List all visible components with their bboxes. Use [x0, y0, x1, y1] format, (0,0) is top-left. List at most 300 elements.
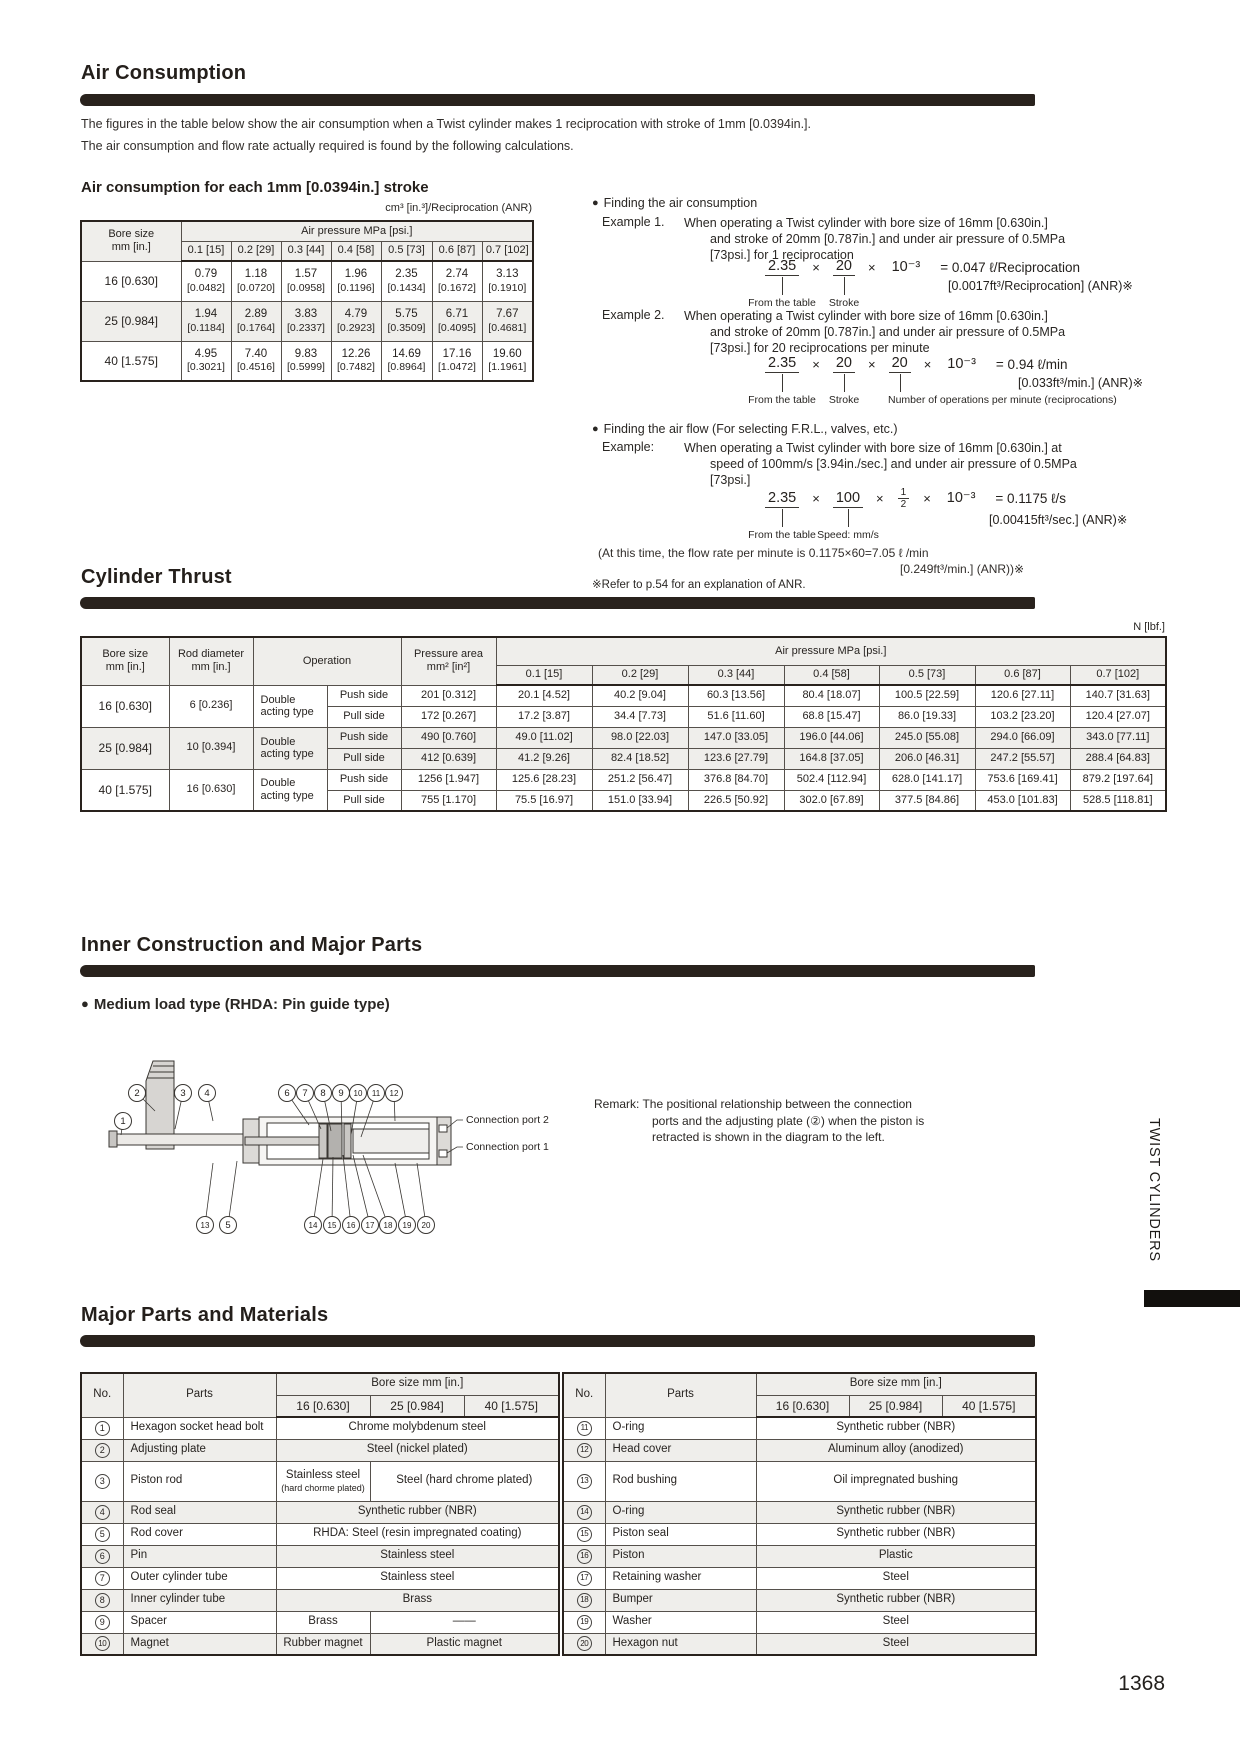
flow-example: [602, 440, 1077, 489]
bore-column-header: 25 [0.984]: [849, 1395, 942, 1417]
parts-table-row: [81, 1589, 559, 1611]
material-cell: Oil impregnated bushing: [756, 1461, 1036, 1501]
thrust-value-cell: 82.4 [18.52]: [592, 748, 688, 769]
cell-line: 1.96: [344, 268, 368, 281]
circled-number: 11: [577, 1421, 592, 1436]
callout-number: 7: [302, 1088, 308, 1100]
side-cell: Pull side: [327, 790, 401, 811]
thrust-unit-note: N [lbf.]: [1133, 621, 1165, 633]
section-bar: [80, 1335, 1035, 1347]
pressure-area-cell: 201 [0.312]: [401, 685, 496, 706]
thrust-value-cell: 206.0 [46.31]: [879, 748, 975, 769]
part-name-cell: Spacer: [123, 1611, 276, 1633]
air-value-cell: [331, 341, 381, 381]
material-cell: ——: [370, 1611, 559, 1633]
formula-term: 20: [833, 258, 855, 276]
cell-line: [1.1961]: [488, 361, 527, 374]
air-value-cell: [482, 341, 533, 381]
cylinder-cross-section: [109, 1061, 463, 1165]
bore-size-header: Bore size mm [in.]: [276, 1373, 559, 1395]
major-parts-title: Major Parts and Materials: [81, 1304, 329, 1326]
material-cell: Steel: [756, 1633, 1036, 1655]
material-cell: Synthetic rubber (NBR): [756, 1523, 1036, 1545]
pressure-column-header: 0.4 [58]: [331, 241, 381, 261]
callout-number: 9: [338, 1088, 344, 1100]
thrust-value-cell: 68.8 [15.47]: [784, 706, 879, 727]
callout-number: 20: [421, 1221, 431, 1231]
bore-column-header: 16 [0.630]: [276, 1395, 370, 1417]
bore-size-cell: 40 [1.575]: [81, 341, 181, 381]
air-value-cell: [181, 301, 231, 341]
cell-line: mm [in.]: [191, 661, 231, 674]
part-number-cell: [81, 1417, 123, 1439]
parts-header: Parts: [605, 1373, 756, 1417]
thrust-value-cell: 103.2 [23.20]: [975, 706, 1070, 727]
circled-number: 19: [577, 1615, 592, 1630]
callout-leader-line: [205, 1163, 213, 1225]
rod-diameter-cell: 10 [0.394]: [169, 727, 253, 769]
thrust-value-cell: 628.0 [141.17]: [879, 769, 975, 790]
parts-table-row: [563, 1439, 1036, 1461]
formula-term: 10⁻³: [891, 258, 921, 275]
formula-row: [765, 258, 1133, 276]
pressure-area-cell: 172 [0.267]: [401, 706, 496, 727]
finding-air-flow-heading: ● Finding the air flow (For selecting F.R.L., valves, etc.): [592, 422, 898, 436]
material-cell: Steel (hard chrome plated): [370, 1461, 559, 1501]
cell-line: 7.67: [496, 307, 519, 320]
air-value-cell: [482, 261, 533, 301]
thrust-value-cell: 60.3 [13.56]: [688, 685, 784, 706]
cell-line: 3.83: [294, 307, 318, 320]
example-body: When operating a Twist cylinder with bore size of 16mm [0.630in.] and stroke of 20mm [0.787in.] and under air pressure of 0.5MPa [73psi.] for 1 reciprocation: [684, 216, 1066, 263]
formula-leader-tick: [844, 277, 845, 295]
inner-construction-diagram: [95, 1053, 585, 1258]
bore-column-header: 40 [1.575]: [942, 1395, 1036, 1417]
parts-table-row: [563, 1461, 1036, 1501]
formula-term-label: Stroke: [828, 297, 860, 309]
callout-number: 19: [402, 1221, 412, 1231]
cell-line: [0.3021]: [187, 361, 225, 374]
pressure-column-header: 0.6 [87]: [432, 241, 482, 261]
formula-term-label: Stroke: [828, 394, 860, 406]
circled-number: 18: [577, 1593, 592, 1608]
cell-line: mm² [in²]: [426, 661, 471, 674]
material-cell: Aluminum alloy (anodized): [756, 1439, 1036, 1461]
operation-cell: [253, 769, 327, 811]
cell-line: [0.1672]: [438, 281, 476, 294]
cell-line: 9.83: [294, 347, 318, 360]
cell-line: [0.1184]: [187, 321, 225, 334]
fraction: [898, 487, 910, 510]
cell-line: 2.89: [244, 307, 268, 320]
rod-diameter-cell: 16 [0.630]: [169, 769, 253, 811]
cell-line: 6.71: [445, 307, 469, 320]
circled-number: 16: [577, 1549, 592, 1564]
air-value-cell: [482, 301, 533, 341]
cell-line: (hard chorme plated): [281, 1482, 365, 1493]
thrust-value-cell: 80.4 [18.07]: [784, 685, 879, 706]
callout-number: 17: [365, 1221, 375, 1231]
formula-term: 10⁻³: [947, 355, 976, 372]
part-number-cell: [81, 1461, 123, 1501]
part-name-cell: O-ring: [605, 1501, 756, 1523]
finding-air-consumption-heading: ● Finding the air consumption: [592, 196, 757, 210]
air-value-cell: [231, 301, 281, 341]
material-cell: Brass: [276, 1589, 559, 1611]
parts-table-row: [563, 1567, 1036, 1589]
pressure-column-header: 0.7 [102]: [1070, 665, 1166, 685]
cell-line: 1.57: [294, 268, 318, 281]
parts-table-row: [563, 1417, 1036, 1439]
thrust-value-cell: 120.6 [27.11]: [975, 685, 1070, 706]
cell-line: Double: [260, 693, 296, 706]
major-parts-table-right: [562, 1372, 1037, 1656]
operation-cell: [253, 727, 327, 769]
formula-term: 2.35: [765, 258, 799, 276]
multiply-icon: ×: [812, 491, 820, 506]
part-name-cell: Magnet: [123, 1633, 276, 1655]
part-name-cell: Hexagon socket head bolt: [123, 1417, 276, 1439]
callout-number: 14: [308, 1221, 318, 1231]
cell-line: mm [in.]: [105, 661, 145, 674]
formula-term: 20: [833, 355, 855, 373]
multiply-icon: ×: [923, 491, 931, 506]
bore-size-cell: 25 [0.984]: [81, 301, 181, 341]
parts-table-row: [563, 1633, 1036, 1655]
intro-line: The air consumption and flow rate actually required is found by the following calculations.: [81, 139, 574, 153]
thrust-value-cell: 376.8 [84.70]: [688, 769, 784, 790]
example-1: [602, 215, 1065, 264]
bore-size-corner-header: [81, 221, 181, 261]
circled-number: 2: [95, 1443, 110, 1458]
pressure-column-header: 0.3 [44]: [688, 665, 784, 685]
part-number-cell: [563, 1611, 605, 1633]
circled-number: 15: [577, 1527, 592, 1542]
part-number-cell: [563, 1523, 605, 1545]
formula-term: 2.35: [765, 490, 799, 508]
formula-term: 2.35: [765, 355, 799, 373]
anr-reference-note: ※Refer to p.54 for an explanation of ANR.: [592, 579, 806, 591]
cell-line: [0.0720]: [237, 281, 275, 294]
thrust-value-cell: 51.6 [11.60]: [688, 706, 784, 727]
cell-line: 5.75: [395, 307, 418, 320]
cell-line: 2.35: [395, 268, 418, 281]
part-number-cell: [81, 1501, 123, 1523]
material-cell: Rubber magnet: [276, 1633, 370, 1655]
side-tab-label: TWIST CYLINDERS: [1146, 1118, 1162, 1262]
cell-line: Rod diameter: [177, 648, 245, 661]
section-bar: [80, 597, 1035, 609]
circled-number: 13: [577, 1474, 592, 1489]
thrust-value-cell: 34.4 [7.73]: [592, 706, 688, 727]
pressure-area-cell: 412 [0.639]: [401, 748, 496, 769]
side-cell: Pull side: [327, 706, 401, 727]
example-body: When operating a Twist cylinder with bore size of 16mm [0.630in.] at speed of 100mm/s [3.94in./sec.] and under air pressure of 0.5MPa [73psi.]: [684, 441, 1077, 488]
example-label: Example 2.: [602, 308, 665, 322]
parts-table-row: [563, 1589, 1036, 1611]
thrust-value-cell: 123.6 [27.79]: [688, 748, 784, 769]
bullet-icon: [592, 196, 604, 210]
air-table-row: [81, 341, 533, 381]
bullet-icon: [592, 422, 604, 436]
pressure-column-header: 0.5 [73]: [381, 241, 432, 261]
part-name-cell: Adjusting plate: [123, 1439, 276, 1461]
circled-number: 4: [95, 1505, 110, 1520]
air-pressure-header: Air pressure MPa [psi.]: [496, 637, 1166, 665]
medium-load-type-heading: ● Medium load type (RHDA: Pin guide type): [81, 996, 390, 1013]
formula-term: 20: [889, 355, 911, 373]
parts-table-row: [81, 1461, 559, 1501]
example-body: When operating a Twist cylinder with bore size of 16mm [0.630in.] and stroke of 20mm [0.787in.] and under air pressure of 0.5MPa [73psi.] for 20 reciprocations per minute: [684, 309, 1066, 356]
cell-line: 4.95: [194, 347, 218, 360]
material-cell: Brass: [276, 1611, 370, 1633]
cell-line: [1.0472]: [438, 361, 476, 374]
part-name-cell: O-ring: [605, 1417, 756, 1439]
cell-line: [0.0958]: [287, 281, 325, 294]
bore-column-header: 40 [1.575]: [464, 1395, 559, 1417]
no-header: No.: [81, 1373, 123, 1417]
cell-line: [0.2923]: [337, 321, 375, 334]
section-bar: [80, 965, 1035, 977]
cell-line: 1.94: [194, 307, 218, 320]
side-cell: Push side: [327, 685, 401, 706]
air-value-cell: [331, 261, 381, 301]
thrust-value-cell: 343.0 [77.11]: [1070, 727, 1166, 748]
part-number-cell: [563, 1417, 605, 1439]
air-consumption-title: Air Consumption: [81, 62, 247, 84]
part-number-cell: [563, 1545, 605, 1567]
pressure-column-header: 0.5 [73]: [879, 665, 975, 685]
parts-table-row: [563, 1545, 1036, 1567]
pressure-column-header: 0.2 [29]: [231, 241, 281, 261]
cell-line: acting type: [260, 748, 314, 760]
flow-rate-note-bracket: [0.249ft³/min.] (ANR))※: [900, 562, 1025, 576]
thrust-value-cell: 17.2 [3.87]: [496, 706, 592, 727]
callout-number: 1: [120, 1116, 126, 1128]
multiply-icon: ×: [812, 259, 820, 275]
formula-term-label: From the table: [748, 297, 816, 309]
bore-size-cell: 25 [0.984]: [81, 727, 169, 769]
air-value-cell: [231, 341, 281, 381]
cell-line: 0.79: [194, 268, 218, 281]
formula-term: 10⁻³: [946, 490, 976, 506]
cell-line: [0.8964]: [387, 361, 426, 374]
remark-text: Remark: The positional relationship between the connection ports and the adjusting plate (②) when the piston is retracted is shown in the diagram to the left.: [594, 1097, 925, 1144]
material-cell: [276, 1461, 370, 1501]
pressure-column-header: 0.6 [87]: [975, 665, 1070, 685]
part-number-cell: [81, 1567, 123, 1589]
flow-rate-note: (At this time, the flow rate per minute is 0.1175×60=7.05 ℓ /min: [598, 546, 929, 560]
part-name-cell: Rod seal: [123, 1501, 276, 1523]
cell-line: [0.4516]: [237, 361, 275, 374]
part-number-cell: [81, 1633, 123, 1655]
material-cell: Synthetic rubber (NBR): [756, 1417, 1036, 1439]
air-table-unit-note: cm³ [in.³]/Reciprocation (ANR): [385, 202, 532, 214]
circled-number: 10: [95, 1636, 110, 1651]
part-number-cell: [563, 1633, 605, 1655]
air-value-cell: [181, 261, 231, 301]
formula-result: = 0.94 ℓ/min: [995, 356, 1068, 372]
parts-table-row: [563, 1523, 1036, 1545]
cell-line: 1.18: [244, 268, 268, 281]
air-value-cell: [281, 341, 331, 381]
bore-size-header: [81, 637, 169, 685]
callout-number: 3: [180, 1088, 186, 1100]
part-number-cell: [81, 1545, 123, 1567]
thrust-value-cell: 98.0 [22.03]: [592, 727, 688, 748]
bore-column-header: 25 [0.984]: [370, 1395, 464, 1417]
part-name-cell: Washer: [605, 1611, 756, 1633]
pressure-column-header: 0.1 [15]: [496, 665, 592, 685]
callout-leader-line: [313, 1159, 323, 1225]
thrust-value-cell: 151.0 [33.94]: [592, 790, 688, 811]
material-cell: Stainless steel: [276, 1545, 559, 1567]
cell-line: 17.16: [442, 347, 472, 360]
thrust-value-cell: 49.0 [11.02]: [496, 727, 592, 748]
cell-line: [0.2337]: [287, 321, 325, 334]
callout-number: 13: [200, 1221, 210, 1231]
material-cell: Chrome molybdenum steel: [276, 1417, 559, 1439]
part-number-cell: [81, 1523, 123, 1545]
cell-line: [0.4681]: [488, 321, 527, 334]
material-cell: Plastic: [756, 1545, 1036, 1567]
thrust-value-cell: 20.1 [4.52]: [496, 685, 592, 706]
callout-leader-line: [228, 1161, 237, 1225]
part-name-cell: Pin: [123, 1545, 276, 1567]
cell-line: mm [in.]: [111, 241, 151, 254]
circled-number: 8: [95, 1593, 110, 1608]
example-2: [602, 308, 1065, 357]
part-name-cell: Inner cylinder tube: [123, 1589, 276, 1611]
thrust-value-cell: 147.0 [33.05]: [688, 727, 784, 748]
cell-line: [0.1434]: [387, 281, 426, 294]
parts-table-row: [81, 1501, 559, 1523]
thrust-value-cell: 294.0 [66.09]: [975, 727, 1070, 748]
bullet-icon: [81, 996, 94, 1013]
rod-diameter-cell: 6 [0.236]: [169, 685, 253, 727]
fraction-denominator: 2: [898, 498, 910, 510]
part-name-cell: Rod bushing: [605, 1461, 756, 1501]
thrust-value-cell: 247.2 [55.57]: [975, 748, 1070, 769]
cell-line: [0.5999]: [287, 361, 325, 374]
parts-table-row: [81, 1611, 559, 1633]
multiply-icon: ×: [812, 356, 820, 372]
multiply-icon: ×: [867, 356, 876, 372]
cell-line: Bore size: [102, 648, 149, 661]
callout-number: 10: [353, 1089, 363, 1099]
material-cell: Steel: [756, 1611, 1036, 1633]
circled-number: 1: [95, 1421, 110, 1436]
air-value-cell: [381, 261, 432, 301]
part-number-cell: [81, 1439, 123, 1461]
part-number-cell: [563, 1461, 605, 1501]
material-cell: Synthetic rubber (NBR): [756, 1589, 1036, 1611]
cell-line: Double: [260, 777, 296, 790]
thrust-value-cell: 879.2 [197.64]: [1070, 769, 1166, 790]
pressure-area-header: [401, 637, 496, 685]
formula-term-label: From the table: [748, 394, 816, 406]
thrust-table-row: [81, 727, 1166, 748]
thrust-value-cell: 196.0 [44.06]: [784, 727, 879, 748]
part-name-cell: Rod cover: [123, 1523, 276, 1545]
air-consumption-table: [80, 220, 534, 382]
thrust-value-cell: 753.6 [169.41]: [975, 769, 1070, 790]
formula-result-bracket: [0.0017ft³/Reciprocation] (ANR)※: [948, 279, 1133, 293]
formula-leader-tick: [782, 509, 783, 527]
parts-table-row: [563, 1611, 1036, 1633]
cell-line: acting type: [260, 706, 314, 718]
intro-line: The figures in the table below show the air consumption when a Twist cylinder makes 1 reciprocation with stroke of 1mm [0.0394in.].: [81, 117, 811, 131]
circled-number: 20: [577, 1636, 592, 1651]
cell-line: acting type: [260, 789, 314, 802]
thrust-value-cell: 41.2 [9.26]: [496, 748, 592, 769]
cell-line: [0.7482]: [337, 361, 375, 374]
part-name-cell: Head cover: [605, 1439, 756, 1461]
rod-diameter-header: [169, 637, 253, 685]
callout-number: 12: [389, 1089, 399, 1099]
formula-row: [765, 487, 1127, 510]
part-number-cell: [563, 1567, 605, 1589]
multiply-icon: ×: [867, 259, 876, 275]
cell-line: [0.0482]: [187, 281, 225, 294]
callout-leader-line: [395, 1163, 407, 1225]
thrust-table-row: [81, 769, 1166, 790]
material-cell: Stainless steel: [276, 1567, 559, 1589]
pressure-column-header: 0.1 [15]: [181, 241, 231, 261]
thrust-value-cell: 226.5 [50.92]: [688, 790, 784, 811]
pressure-area-cell: 1256 [1.947]: [401, 769, 496, 790]
page-number: 1368: [1118, 1672, 1165, 1695]
air-consumption-formula-2: [748, 355, 1144, 406]
part-name-cell: Piston: [605, 1545, 756, 1567]
multiply-icon: ×: [923, 356, 932, 372]
material-cell: Steel (nickel plated): [276, 1439, 559, 1461]
side-cell: Pull side: [327, 748, 401, 769]
parts-table-row: [81, 1523, 559, 1545]
callout-number: 11: [371, 1089, 381, 1099]
cell-line: [0.1910]: [488, 281, 527, 294]
formula-row: [765, 355, 1143, 373]
cell-line: 2.74: [445, 268, 469, 281]
circled-number: 14: [577, 1505, 592, 1520]
thrust-value-cell: 100.5 [22.59]: [879, 685, 975, 706]
pressure-area-cell: 755 [1.170]: [401, 790, 496, 811]
cell-line: Double: [260, 735, 296, 748]
example-label: Example:: [602, 440, 655, 454]
part-name-cell: Outer cylinder tube: [123, 1567, 276, 1589]
pressure-column-header: 0.3 [44]: [281, 241, 331, 261]
thrust-value-cell: 140.7 [31.63]: [1070, 685, 1166, 706]
section-bar: [80, 94, 1035, 106]
callout-number: 6: [284, 1088, 290, 1100]
formula-result-bracket: [0.033ft³/min.] (ANR)※: [1018, 376, 1144, 390]
air-value-cell: [432, 261, 482, 301]
cylinder-thrust-table: [80, 636, 1167, 812]
thrust-table-row: [81, 685, 1166, 706]
bore-size-cell: 16 [0.630]: [81, 685, 169, 727]
air-table-subtitle: Air consumption for each 1mm [0.0394in.] stroke: [81, 179, 429, 196]
formula-result: = 0.1175 ℓ/s: [995, 491, 1066, 506]
material-cell: Plastic magnet: [370, 1633, 559, 1655]
formula-leader-tick: [848, 509, 849, 527]
air-pressure-header: Air pressure MPa [psi.]: [181, 221, 533, 241]
air-table-row: [81, 261, 533, 301]
inner-construction-title: Inner Construction and Major Parts: [81, 934, 423, 956]
circled-number: 3: [95, 1474, 110, 1489]
side-cell: Push side: [327, 727, 401, 748]
air-value-cell: [281, 301, 331, 341]
part-name-cell: Piston seal: [605, 1523, 756, 1545]
